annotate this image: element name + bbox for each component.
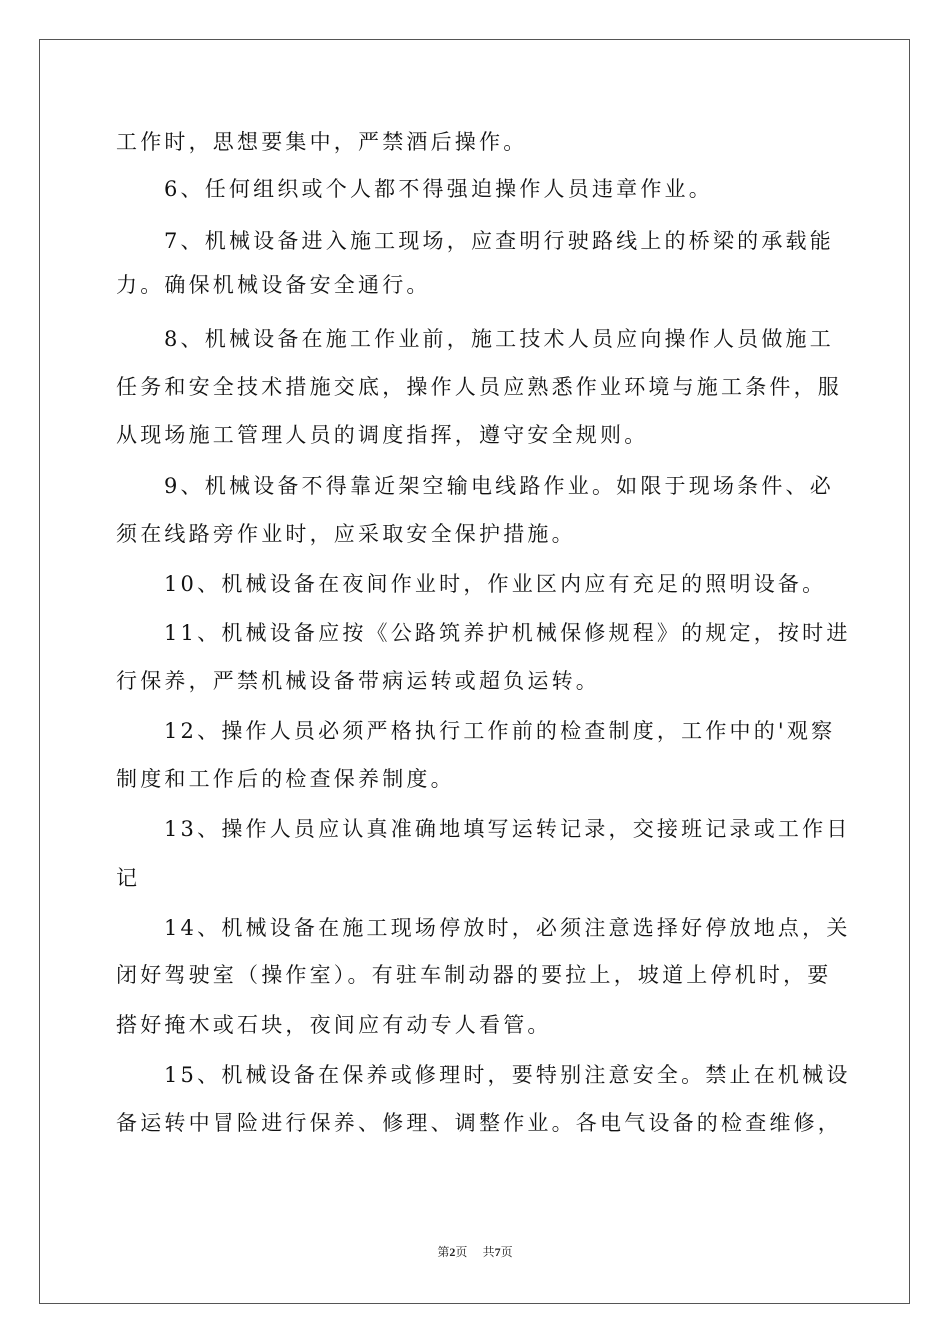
- paragraph-line: 记: [116, 866, 141, 890]
- paragraph-line: 须在线路旁作业时，应采取安全保护措施。: [116, 522, 576, 546]
- paragraph-line: 制度和工作后的检查保养制度。: [116, 767, 455, 791]
- total-suffix: 页: [500, 1245, 513, 1259]
- page-total-number: 7: [494, 1245, 501, 1259]
- paragraph-line: 11、机械设备应按《公路筑养护机械保修规程》的规定，按时进: [164, 621, 851, 645]
- paragraph-line: 7、机械设备进入施工现场，应查明行驶路线上的桥梁的承载能: [164, 229, 834, 253]
- paragraph-line: 备运转中冒险进行保养、修理、调整作业。各电气设备的检查维修，: [116, 1111, 842, 1135]
- page-footer: [0, 1243, 950, 1260]
- paragraph-line: 任务和安全技术措施交底，操作人员应熟悉作业环境与施工条件，服: [116, 375, 842, 399]
- paragraph-line: 力。确保机械设备安全通行。: [116, 273, 431, 297]
- paragraph-line: 12、操作人员必须严格执行工作前的检查制度，工作中的'观察: [164, 719, 836, 743]
- paragraph-line: 闭好驾驶室（操作室）。有驻车制动器的要拉上，坡道上停机时，要: [116, 963, 832, 987]
- paragraph-line: 13、操作人员应认真准确地填写运转记录，交接班记录或工作日: [164, 817, 851, 841]
- page-prefix: 第: [437, 1245, 450, 1259]
- page-suffix: 页: [455, 1245, 468, 1259]
- paragraph-line: 10、机械设备在夜间作业时，作业区内应有充足的照明设备。: [164, 572, 827, 596]
- paragraph-line: 搭好掩木或石块，夜间应有动专人看管。: [116, 1013, 552, 1037]
- paragraph-line: 8、机械设备在施工作业前，施工技术人员应向操作人员做施工: [164, 327, 834, 351]
- paragraph-line: 6、任何组织或个人都不得强迫操作人员违章作业。: [164, 177, 713, 201]
- paragraph-line: 9、机械设备不得靠近架空输电线路作业。如限于现场条件、必: [164, 474, 834, 498]
- total-prefix: 共: [482, 1245, 495, 1259]
- paragraph-line: 行保养，严禁机械设备带病运转或超负运转。: [116, 669, 600, 693]
- paragraph-line: 从现场施工管理人员的调度指挥，遵守安全规则。: [116, 423, 649, 447]
- paragraph-line: 14、机械设备在施工现场停放时，必须注意选择好停放地点，关: [164, 916, 851, 940]
- paragraph-line: 15、机械设备在保养或修理时，要特别注意安全。禁止在机械设: [164, 1063, 851, 1087]
- paragraph-line: 工作时，思想要集中，严禁酒后操作。: [116, 130, 528, 154]
- page-current-number: 2: [449, 1245, 456, 1259]
